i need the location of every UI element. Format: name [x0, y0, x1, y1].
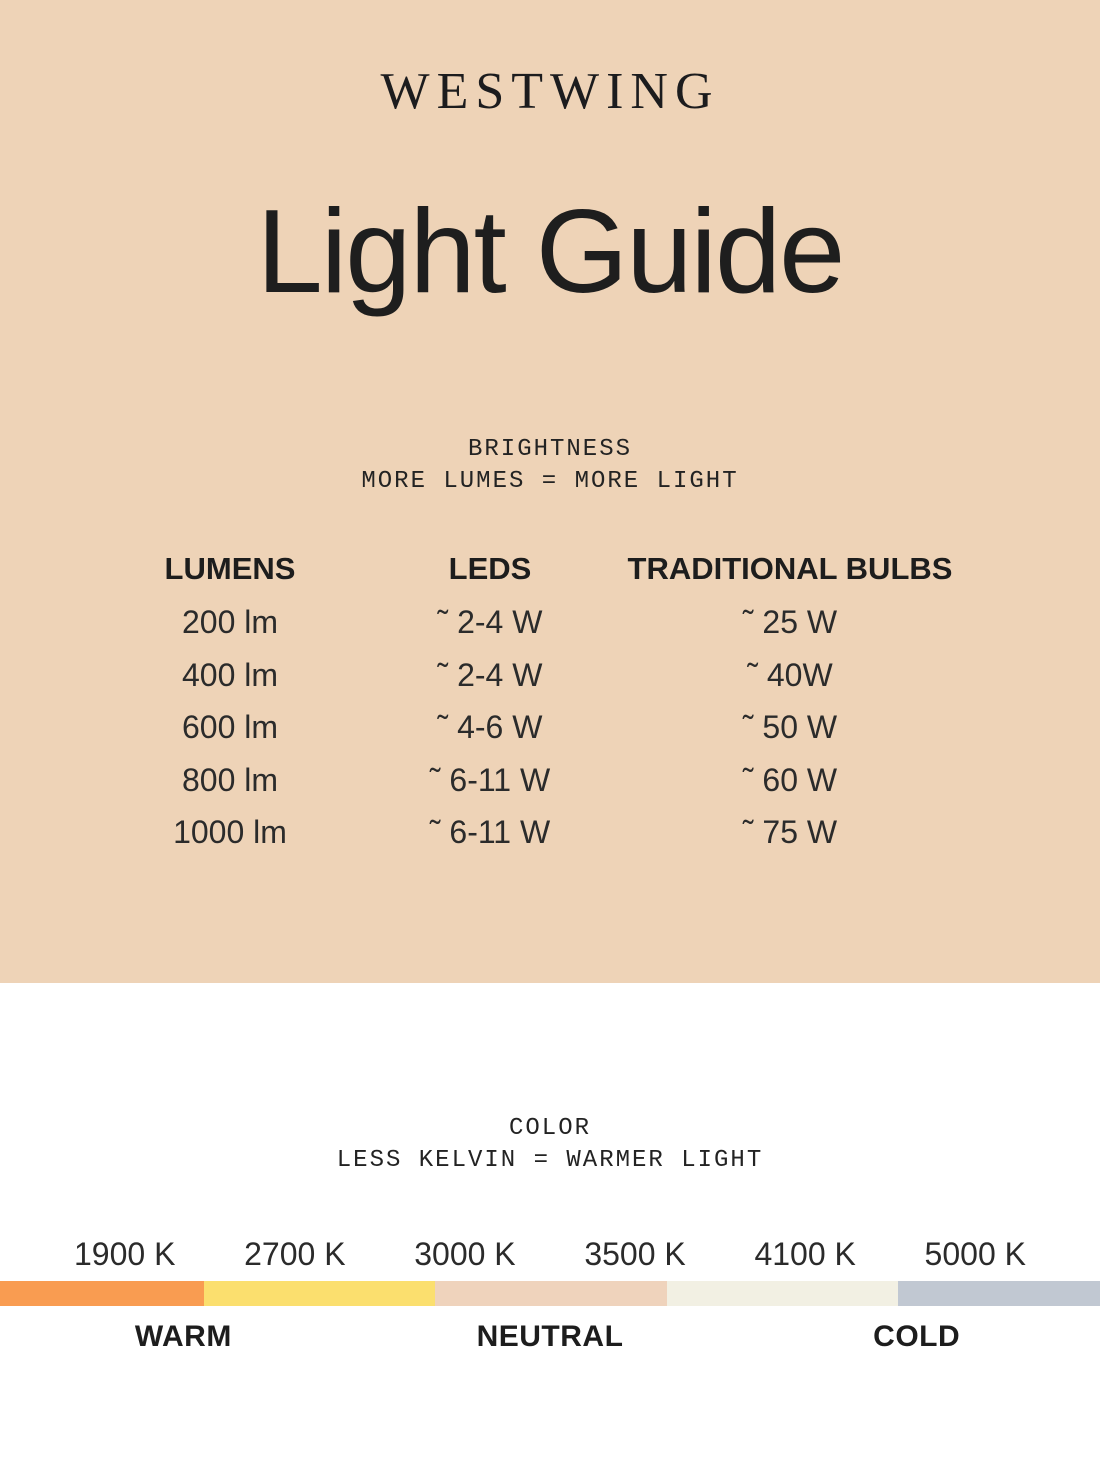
leds-value: ˜ 2-4 W [437, 604, 543, 640]
color-section-heading [0, 1113, 1100, 1177]
color-subheading: LESS KELVIN = WARMER LIGHT [336, 1147, 764, 1174]
temp-label-cold: COLD [873, 1320, 961, 1353]
traditional-value: ˜ 40W [747, 656, 833, 693]
kelvin-label: 2700 K [244, 1236, 346, 1272]
temp-label-warm: WARM [134, 1320, 232, 1353]
lumens-value: 600 lm [181, 709, 279, 745]
kelvin-labels-row [0, 1236, 1100, 1273]
kelvin-label: 1900 K [74, 1236, 176, 1272]
page-title: Light Guide [256, 185, 844, 318]
lumens-value: 400 lm [181, 656, 279, 693]
lumens-value: 1000 lm [173, 814, 287, 850]
leds-value: ˜ 6-11 W [429, 814, 551, 850]
leds-value: ˜ 4-6 W [437, 709, 543, 745]
kelvin-label: 5000 K [924, 1236, 1026, 1272]
color-temperature-bar [0, 1281, 1100, 1306]
kelvin-label: 3000 K [414, 1236, 516, 1272]
table-row [100, 655, 960, 708]
bar-segment-warm-orange [0, 1281, 204, 1306]
temp-label-neutral: NEUTRAL [476, 1320, 624, 1353]
leds-value: ˜ 6-11 W [429, 761, 551, 798]
traditional-value: ˜ 25 W [742, 604, 838, 640]
traditional-value: ˜ 60 W [742, 761, 838, 798]
traditional-value: ˜ 50 W [742, 709, 838, 745]
lumens-table-body [100, 602, 960, 865]
bar-segment-warm-yellow [204, 1281, 435, 1306]
column-header-lumens: LUMENS [164, 551, 296, 586]
brand-logo: WESTWING [380, 63, 720, 120]
kelvin-label: 3500 K [584, 1236, 686, 1272]
lumens-value: 800 lm [181, 761, 279, 798]
color-heading: COLOR [508, 1115, 591, 1142]
bar-segment-neutral-beige [435, 1281, 667, 1306]
brightness-subheading: MORE LUMES = MORE LIGHT [361, 468, 739, 495]
table-row [100, 812, 960, 865]
table-row [100, 707, 960, 760]
bar-segment-neutral-cream [667, 1281, 898, 1306]
leds-value: ˜ 2-4 W [437, 656, 543, 693]
brightness-section-heading [0, 434, 1100, 498]
table-row [100, 760, 960, 813]
temperature-labels-row [0, 1317, 1100, 1357]
table-row [100, 602, 960, 655]
kelvin-label: 4100 K [754, 1236, 856, 1272]
lumens-table-header [100, 551, 960, 587]
brightness-heading: BRIGHTNESS [467, 436, 633, 463]
bar-segment-cold-blue [898, 1281, 1100, 1306]
column-header-leds: LEDS [448, 551, 532, 586]
lumens-value: 200 lm [181, 604, 279, 640]
traditional-value: ˜ 75 W [742, 814, 838, 850]
column-header-traditional-bulbs: TRADITIONAL BULBS [627, 551, 953, 586]
